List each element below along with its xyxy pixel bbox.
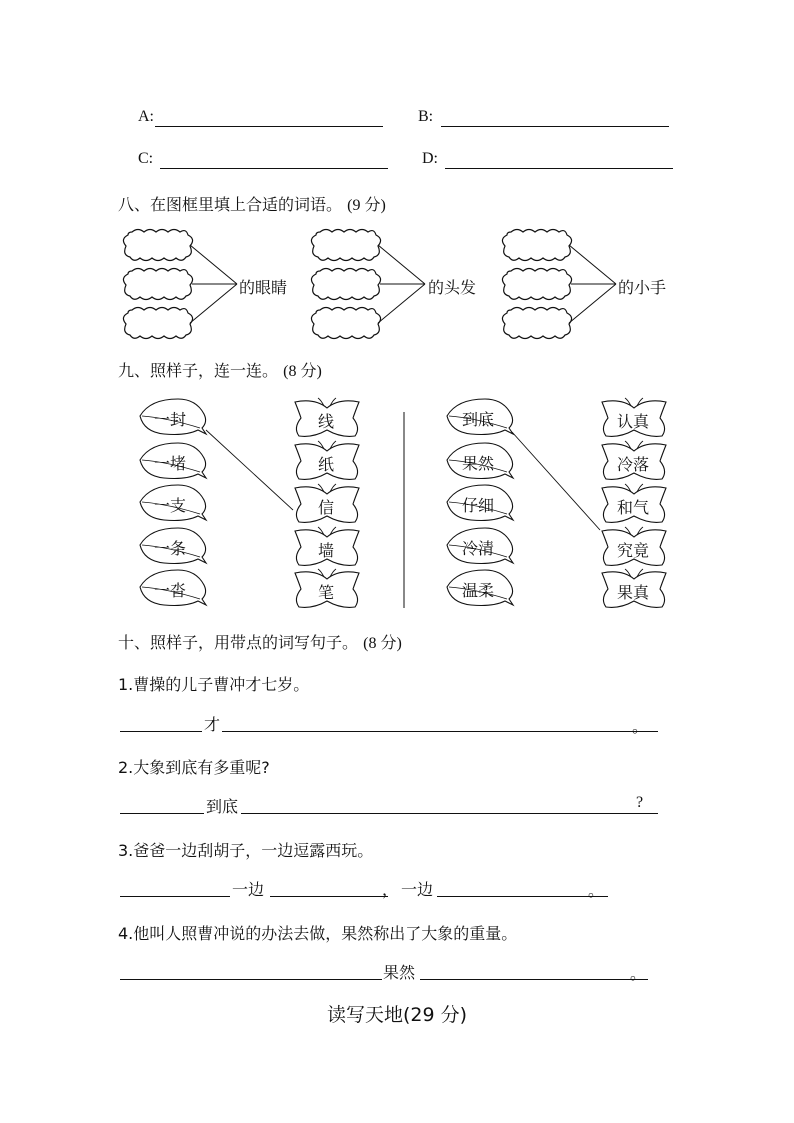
q3-end-punct: 。 <box>588 881 605 900</box>
group-label-hands: 的小手 <box>618 278 667 297</box>
question-1-text: 1.曹操的儿子曹冲才七岁。 <box>118 675 310 694</box>
butterfly-word[interactable]: 冷落 <box>617 455 650 474</box>
butterfly-word[interactable]: 纸 <box>318 455 335 474</box>
cloud-box[interactable] <box>502 269 571 300</box>
leaf-word[interactable]: 冷清 <box>462 539 495 558</box>
butterfly-word[interactable]: 笔 <box>318 583 335 602</box>
cloud-box[interactable] <box>502 230 571 261</box>
section8-score: (9 分) <box>347 197 386 214</box>
cloud-box[interactable] <box>123 230 192 261</box>
leaf-word[interactable]: 仔细 <box>462 496 495 515</box>
q4-keyword: 果然 <box>383 963 416 982</box>
leaf-word[interactable]: 一堵 <box>154 454 187 473</box>
q2-end-punct: ? <box>636 794 644 811</box>
example-connect-line <box>512 432 600 530</box>
cloud-box[interactable] <box>311 308 380 339</box>
question-3-text: 3.爸爸一边刮胡子，一边逗露西玩。 <box>118 841 374 860</box>
q2-keyword: 到底 <box>206 797 239 816</box>
cloud-box[interactable] <box>311 230 380 261</box>
cloud-box[interactable] <box>123 269 192 300</box>
cloud-box[interactable] <box>311 269 380 300</box>
butterfly-word[interactable]: 墙 <box>318 541 335 560</box>
blank-d-label: D: <box>422 150 438 167</box>
butterfly-word[interactable]: 信 <box>318 498 335 517</box>
leaf-word[interactable]: 一封 <box>154 410 187 429</box>
section10-score: (8 分) <box>363 635 402 652</box>
q1-end-punct: 。 <box>632 717 649 736</box>
blank-c-label: C: <box>138 150 154 167</box>
blank-b-label: B: <box>418 108 434 125</box>
leaf-word[interactable]: 一支 <box>154 496 187 515</box>
example-connect-line <box>206 430 293 510</box>
butterfly-word[interactable]: 究竟 <box>617 541 650 560</box>
q4-blank-b[interactable] <box>420 979 648 980</box>
question-4-text: 4.他叫人照曹冲说的办法去做，果然称出了大象的重量。 <box>118 924 518 943</box>
q3-keyword-1: 一边 <box>232 880 265 899</box>
leaf-word[interactable]: 一沓 <box>154 581 187 600</box>
matching-diagram <box>0 390 794 620</box>
reading-section-title: 读写天地(29 分) <box>326 1004 468 1026</box>
cloud-group-eyes <box>123 230 237 339</box>
q3-blank-b[interactable] <box>270 896 388 897</box>
section9-heading <box>118 358 322 381</box>
cloud-group-hair <box>311 230 425 339</box>
q1-keyword: 才 <box>204 715 221 734</box>
section8-title: 八、在图框里填上合适的词语。 <box>118 195 343 214</box>
q4-blank-a[interactable] <box>120 979 382 980</box>
butterfly-word[interactable]: 认真 <box>617 412 650 431</box>
butterfly-word[interactable]: 和气 <box>617 498 650 517</box>
q4-end-punct: 。 <box>630 964 647 983</box>
q3-blank-c[interactable] <box>437 896 608 897</box>
leaf-word[interactable]: 到底 <box>462 410 495 429</box>
blank-a-label: A: <box>138 108 154 125</box>
butterfly-word[interactable]: 果真 <box>617 583 650 602</box>
q1-blank-a[interactable] <box>120 731 202 732</box>
q3-comma: ， <box>382 880 399 899</box>
section10-title: 十、照样子，用带点的词写句子。 <box>118 633 359 652</box>
section10-heading <box>118 630 402 653</box>
cloud-diagram <box>0 0 794 360</box>
cloud-box[interactable] <box>502 308 571 339</box>
cloud-box[interactable] <box>123 308 192 339</box>
leaf-word[interactable]: 果然 <box>462 454 495 473</box>
butterfly-word[interactable]: 线 <box>318 412 335 431</box>
q1-blank-b[interactable] <box>222 731 658 732</box>
q3-keyword-2: 一边 <box>401 880 434 899</box>
cloud-group-hands <box>502 230 616 339</box>
q2-blank-b[interactable] <box>241 813 658 814</box>
question-2-text: 2.大象到底有多重呢? <box>118 758 270 777</box>
section9-title: 九、照样子，连一连。 <box>118 361 279 380</box>
leaf-word[interactable]: 一条 <box>154 539 187 558</box>
group-label-eyes: 的眼睛 <box>239 278 288 297</box>
q2-blank-a[interactable] <box>120 813 204 814</box>
q3-blank-a[interactable] <box>120 896 230 897</box>
section9-score: (8 分) <box>283 363 322 380</box>
leaf-word[interactable]: 温柔 <box>462 581 495 600</box>
group-label-hair: 的头发 <box>428 278 477 297</box>
